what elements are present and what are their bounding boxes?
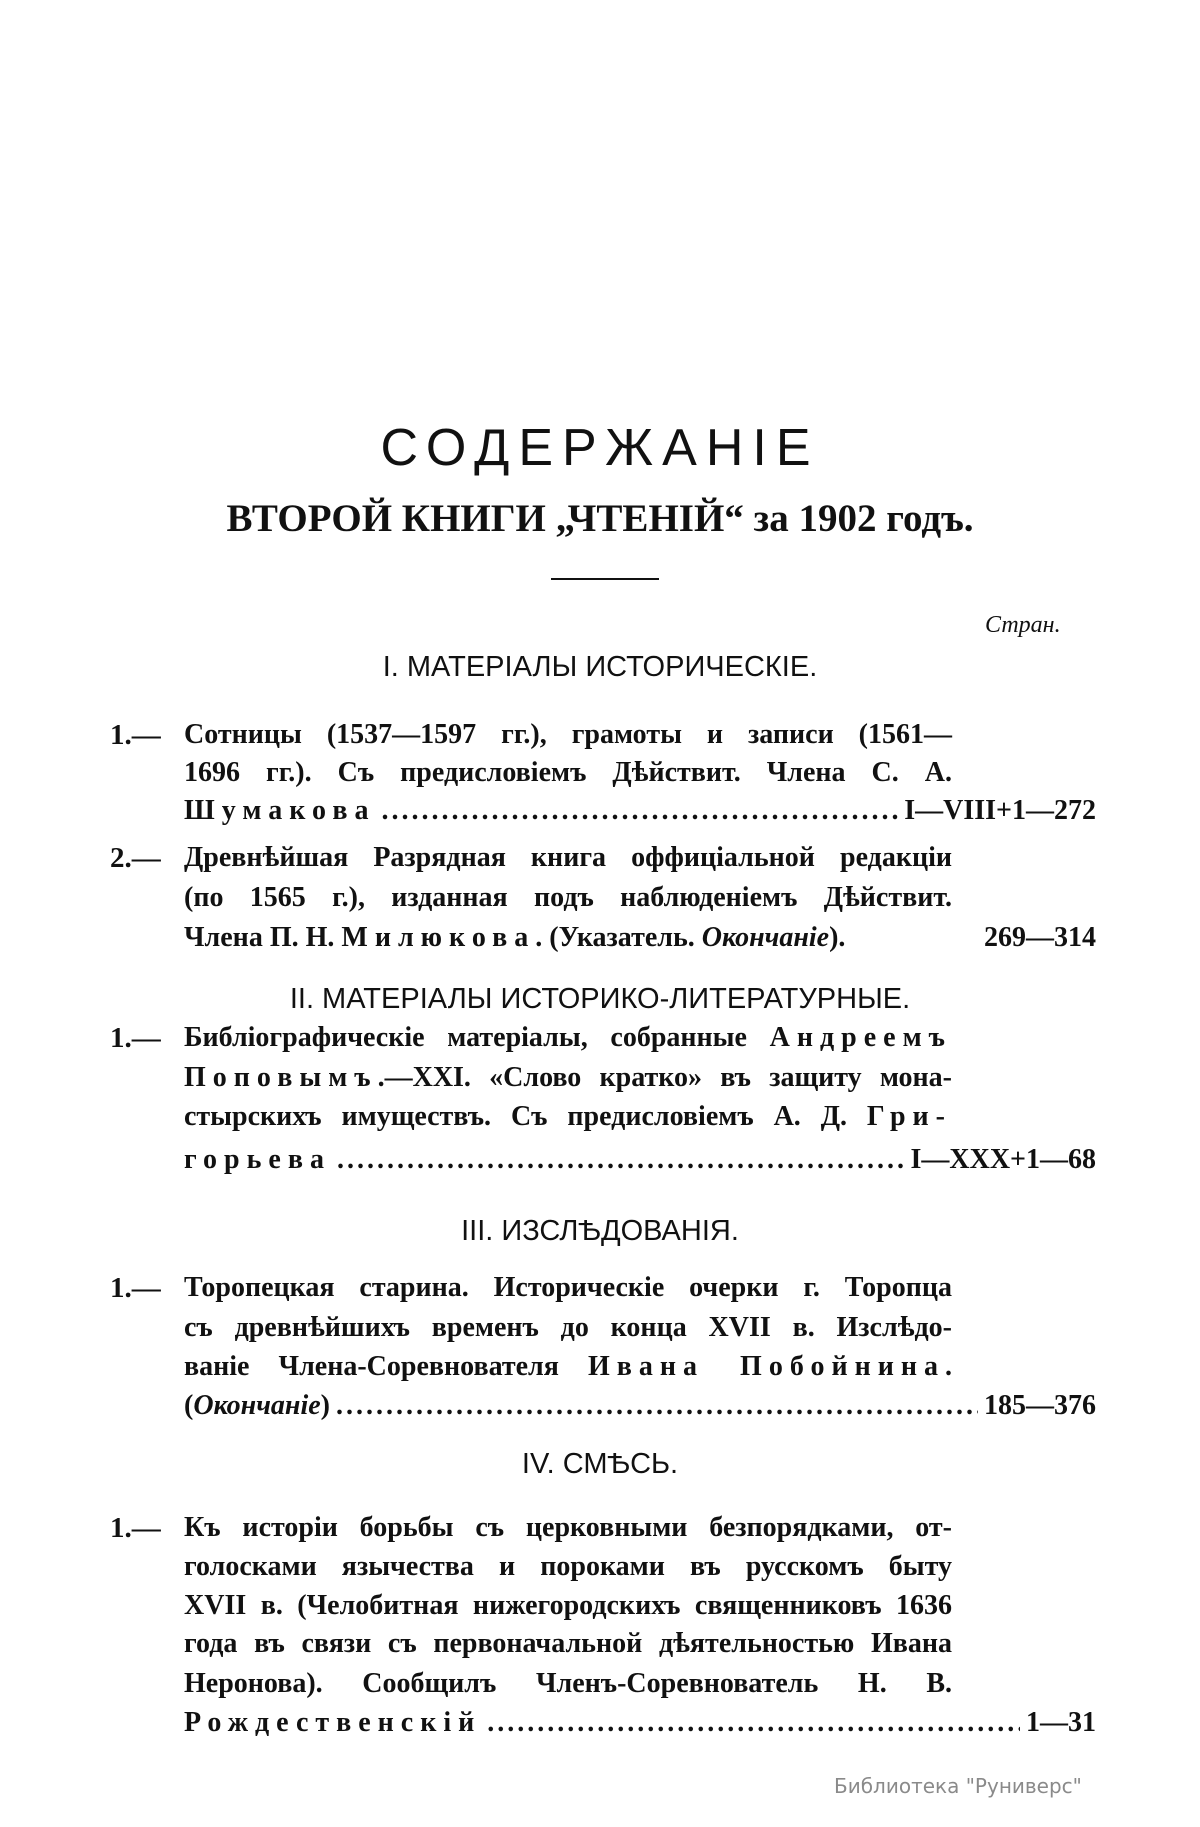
entry-line <box>184 1548 952 1586</box>
entry-line <box>184 1059 952 1097</box>
page-range: 1—31 <box>1026 1707 1096 1738</box>
entry-number: 1.— <box>110 1272 161 1304</box>
author-name: Андреемъ <box>769 1022 952 1053</box>
text-segment: . <box>945 1351 952 1382</box>
entry-last-line <box>184 792 1096 830</box>
entry-line <box>184 754 952 792</box>
entry-line <box>184 1587 952 1625</box>
italic-text: Окончаніе <box>701 922 830 953</box>
pages-column-label: Стран. <box>985 612 1061 638</box>
page-range: I—XXX+1—68 <box>910 1144 1096 1175</box>
entry-text <box>184 1704 481 1742</box>
entry-number: 1.— <box>110 719 161 751</box>
section-heading: III. ИЗСЛѢДОВАНІЯ. <box>461 1215 739 1247</box>
dot-leader <box>337 1141 905 1179</box>
entry-text <box>184 1387 330 1425</box>
section-heading: I. МАТЕРІАЛЫ ИСТОРИЧЕСКІЕ. <box>382 651 818 683</box>
page-title: СОДЕРЖАНІЕ <box>380 419 820 477</box>
dot-leader <box>336 1387 978 1425</box>
page-range: I—VIII+1—272 <box>904 795 1096 826</box>
entry-line <box>184 1509 952 1547</box>
entry-last-line <box>184 919 1096 957</box>
author-name: Милюкова <box>341 922 536 953</box>
text-segment: Сотницы (1537—1597 гг.), грамоты и записи (1561— <box>184 719 952 750</box>
text-segment: съ древнѣйшихъ временъ до конца XVII в. Изслѣдо- <box>184 1312 952 1343</box>
author-name: Шумакова <box>184 795 376 826</box>
page-range: 185—376 <box>984 1390 1096 1421</box>
text-segment: голосками язычества и пороками въ русскомъ быту <box>184 1551 952 1582</box>
italic-text: Окончаніе <box>193 1390 321 1421</box>
author-name: Поповымъ <box>184 1062 378 1093</box>
entry-number: 2.— <box>110 842 161 874</box>
section-heading: IV. СМѢСЬ. <box>521 1448 679 1480</box>
text-segment: года въ связи съ первоначальной дѣятельностью Ивана <box>184 1628 952 1659</box>
text-segment: Библіографическіе матеріалы, собранные <box>184 1022 770 1053</box>
author-name: Рождественскій <box>184 1707 482 1738</box>
entry-line <box>184 716 952 754</box>
entry-number: 1.— <box>110 1022 161 1054</box>
text-segment: Неронова). Сообщилъ Членъ-Соревнователь Н. В. <box>184 1668 952 1699</box>
text-segment: ваніе Члена-Соревнователя <box>184 1351 588 1382</box>
entry-text <box>184 1141 331 1179</box>
entry-line <box>184 839 952 877</box>
text-segment: Древнѣйшая Разрядная книга оффиціальной редакціи <box>184 842 952 873</box>
entry-line <box>184 1625 952 1663</box>
author-name: Ивана Побойнина <box>587 1351 945 1382</box>
author-name: Гри- <box>866 1101 952 1132</box>
entry-line <box>184 1665 952 1703</box>
dot-leader <box>487 1704 1020 1742</box>
entry-number: 1.— <box>110 1512 161 1544</box>
text-segment: ) <box>320 1390 330 1421</box>
entry-text <box>184 919 845 957</box>
page-range: 269—314 <box>984 922 1096 953</box>
text-segment: (по 1565 г.), изданная подъ наблюденіемъ Дѣйствит. <box>184 882 952 913</box>
section-heading: II. МАТЕРІАЛЫ ИСТОРИКО-ЛИТЕРАТУРНЫЕ. <box>289 983 911 1015</box>
entry-last-line <box>184 1387 1096 1425</box>
text-segment: . (Указатель. <box>535 922 702 953</box>
text-segment: XVII в. (Челобитная нижегородскихъ священниковъ 1636 <box>184 1590 952 1621</box>
divider <box>551 578 659 580</box>
entry-line <box>184 1269 952 1307</box>
text-segment: ). <box>829 922 846 953</box>
entry-text <box>184 792 375 830</box>
text-segment: ( <box>184 1390 194 1421</box>
author-name: горьева <box>184 1144 331 1175</box>
text-segment: Члена П. Н. <box>184 922 342 953</box>
page-subtitle: ВТОРОЙ КНИГИ „ЧТЕНІЙ“ за 1902 годъ. <box>226 497 974 540</box>
entry-last-line <box>184 1141 1096 1179</box>
entry-line <box>184 1348 952 1386</box>
dot-leader <box>381 792 898 830</box>
entry-last-line <box>184 1704 1096 1742</box>
watermark: Библиотека "Руниверс" <box>834 1774 1082 1798</box>
text-segment: стырскихъ имуществъ. Съ предисловіемъ А. Д. <box>184 1101 867 1132</box>
text-segment: Къ исторіи борьбы съ церковными безпорядками, от- <box>184 1512 952 1543</box>
entry-line <box>184 1309 952 1347</box>
text-segment: 1696 гг.). Съ предисловіемъ Дѣйствит. Члена С. А. <box>184 757 952 788</box>
text-segment: Торопецкая старина. Историческіе очерки г. Торопца <box>184 1272 952 1303</box>
text-segment: .—XXI. «Слово кратко» въ защиту мона- <box>377 1062 952 1093</box>
entry-line <box>184 1098 952 1136</box>
entry-line <box>184 1019 952 1057</box>
entry-line <box>184 879 952 917</box>
